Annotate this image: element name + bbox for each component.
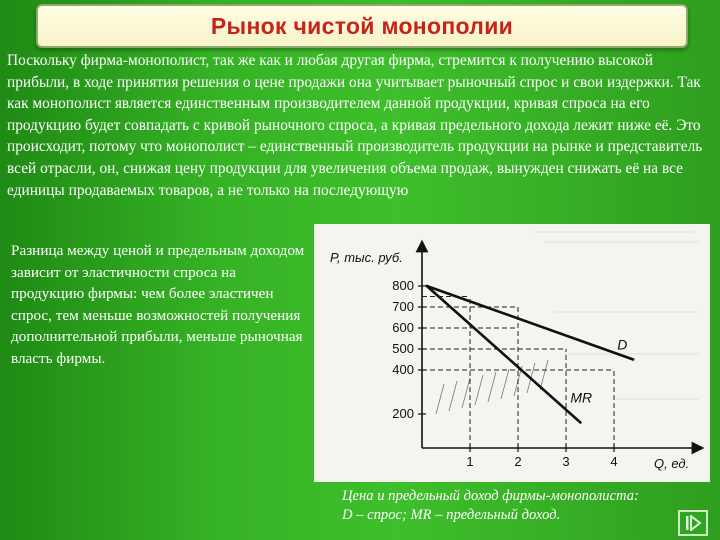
title-box	[36, 4, 688, 48]
hatch-line	[488, 372, 496, 402]
x-tick-label: 3	[562, 454, 570, 469]
slide-title: Рынок чистой монополии	[210, 12, 514, 39]
caption-line-1: Цена и предельный доход фирмы-монополиста:	[342, 488, 639, 504]
x-tick-label: 1	[466, 454, 474, 469]
y-axis-label: P, тыс. руб.	[330, 250, 403, 265]
monopoly-chart	[314, 224, 710, 482]
y-tick-label: 200	[392, 406, 414, 421]
intro-paragraph: Поскольку фирма-монополист, так же как и любая другая фирма, стремится к получению высокой прибыли, в ходе принятия решения о цене продажи она учитывает рыночный спрос и свои издержки. Так как монополист является единственным производителем данной продукции, кривая спроса на его продукцию будет совпадать с кривой рыночного спроса, а кривая предельного дохода лежит ниже её. Это происходит, потому что монополист – единственный производитель продукции на рынке и представитель всей отрасли, он, снижая цену продукции для увеличения объема продаж, вынужден снижать её на все единицы продаваемых товаров, а не только на последующую	[7, 52, 703, 199]
x-tick-label: 2	[514, 454, 522, 469]
end-slide-button[interactable]	[678, 510, 708, 536]
end-icon	[684, 515, 702, 531]
y-tick-label: 700	[392, 299, 414, 314]
caption-line-2: D – спрос; MR – предельный доход.	[342, 507, 561, 523]
hatch-line	[475, 375, 483, 405]
page-texture	[534, 232, 699, 399]
chart-caption	[342, 487, 712, 525]
y-tick-label: 500	[392, 341, 414, 356]
hatch-line	[540, 360, 548, 390]
chart-panel	[314, 224, 710, 482]
x-axis-label: Q, ед.	[654, 456, 690, 471]
hatch-line	[501, 369, 509, 399]
hatch-marks	[436, 360, 548, 414]
hatch-line	[462, 378, 470, 408]
hatch-line	[436, 384, 444, 414]
elasticity-paragraph: Разница между ценой и предельным доходом зависит от эластичности спроса на продукцию фирмы: чем более эластичен спрос, тем меньше возможностей получения дополнительной прибыли, меньше рыночная власть фирмы.	[11, 242, 305, 367]
series-line-mr	[427, 286, 581, 423]
x-tick-label: 4	[610, 454, 618, 469]
series-line-d	[427, 286, 633, 360]
y-tick-label: 400	[392, 362, 414, 377]
series-label-mr: MR	[570, 389, 593, 406]
hatch-line	[449, 381, 457, 411]
y-tick-label: 600	[392, 320, 414, 335]
y-tick-label: 800	[392, 278, 414, 293]
series-label-d: D	[617, 336, 628, 353]
